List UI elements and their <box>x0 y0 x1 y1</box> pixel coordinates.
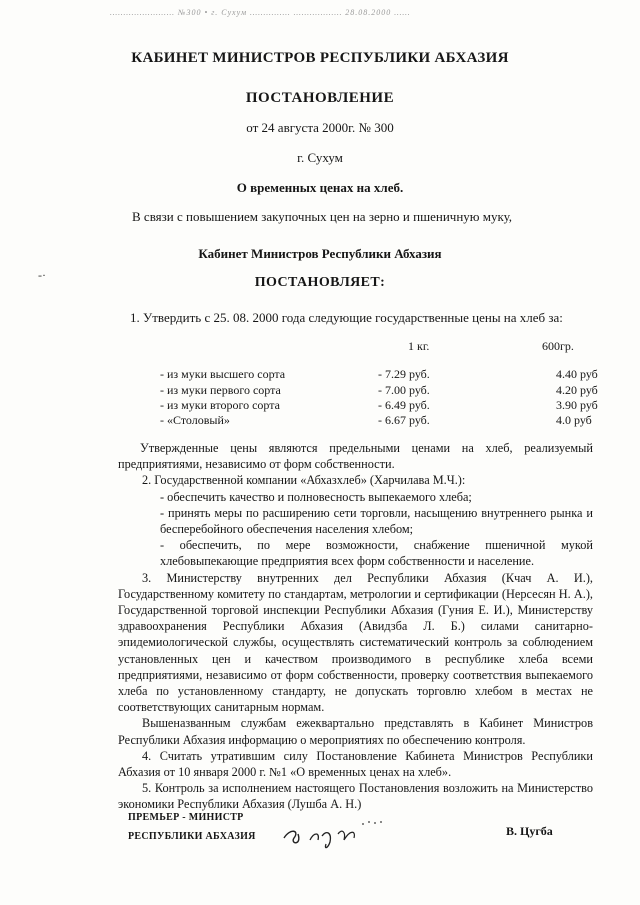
price-row-kg: - 7.29 руб. <box>378 367 430 381</box>
paragraph-item-2b: - принять меры по расширению сети торговли, насыщению внутреннего рынка и бесперебойного обеспечения населения хлебом; <box>160 505 593 537</box>
price-row <box>0 367 640 383</box>
fax-header-line: …………………… №300 • г. Сухум …………… ……………… 28.08.2000 …… <box>110 8 411 17</box>
price-header-600g: 600гр. <box>542 339 574 353</box>
body-text <box>118 440 593 813</box>
signatory-title-line2: РЕСПУБЛИКИ АБХАЗИЯ <box>128 831 256 842</box>
price-header-1kg: 1 кг. <box>408 339 430 353</box>
price-row-name: - из муки высшего сорта <box>160 367 286 381</box>
price-row-name: - из муки второго сорта <box>160 398 280 412</box>
signatory-name: В. Цугба <box>506 824 553 838</box>
paragraph-item-2a: - обеспечить качество и полновесность выпекаемого хлеба; <box>160 489 472 504</box>
paragraph-item-2: 2. Государственной компании «Абхазхлеб» (Харчилава М.Ч.): <box>142 473 466 488</box>
paragraph-item-4: 4. Считать утратившим силу Постановление Кабинета Министров Республики Абхазия от 10 января 2000 г. №1 «О временных ценах на хлеб». <box>118 748 593 780</box>
price-row-600g: 4.40 руб <box>556 367 598 381</box>
paragraph-item-3: 3. Министерству внутренних дел Республики Абхазия (Кчач А. И.), Государственному комитету по стандартам, метрологии и сертификации (Нерсесян Н. А.), Государственной торговой инспекции Республики Абхазия (Гуния Е. И.), Министерству здравоохранения Республики Абхазия (Авидзба Л. Б.) силами санитарно-эпидемиологической службы, осуществлять систематический контроль за соблюдением установленных цен и качеством производимого в республике хлеба всеми предприятиями, независимо от форм собственности, проверку соответствия выпекаемого хлеба по установленному стандарту, не допускать торговлю хлебом в местах не соответствующих санитарным нормам. <box>118 570 593 715</box>
price-row-kg: - 6.67 руб. <box>378 413 430 427</box>
organization-title: КАБИНЕТ МИНИСТРОВ РЕСПУБЛИКИ АБХАЗИЯ <box>131 50 509 66</box>
price-row <box>0 398 640 414</box>
paragraph-item-2c: - обеспечить, по мере возможности, снабжение пшеничной мукой хлебовыпекающие предприятия всех форм собственности и население. <box>160 538 593 569</box>
price-row-600g: 3.90 руб <box>556 398 598 412</box>
price-row-kg: - 6.49 руб. <box>378 398 430 412</box>
price-row-600g: 4.0 руб <box>556 413 592 427</box>
price-row-600g: 4.20 руб <box>556 383 598 397</box>
preamble-text: В связи с повышением закупочных цен на зерно и пшеничную муку, <box>132 209 513 224</box>
document-city: г. Сухум <box>297 150 343 165</box>
margin-mark: -· <box>38 268 46 282</box>
price-row <box>0 383 640 399</box>
paragraph-price-limit: Утвержденные цены являются предельными ценами на хлеб, реализуемый предприятиями, независимо от форм собственности. <box>118 441 593 472</box>
signatory-title-line1: ПРЕМЬЕР - МИНИСТР <box>128 812 244 823</box>
price-row <box>0 413 640 429</box>
paragraph-item-3b: Вышеназванным службам ежеквартально представлять в Кабинет Министров Республики Абхазия информацию о мероприятиях по обеспечению контроля. <box>118 716 593 747</box>
decree-heading: ПОСТАНОВЛЯЕТ: <box>254 275 386 290</box>
price-row-name: - «Столовый» <box>160 413 230 427</box>
handwritten-signature <box>280 810 390 855</box>
document-date-number: от 24 августа 2000г. № 300 <box>246 120 394 135</box>
paragraph-item-5: 5. Контроль за исполнением настоящего Постановления возложить на Министерство экономики Республики Абхазия (Лушба А. Н.) <box>118 781 593 812</box>
document-type: ПОСТАНОВЛЕНИЕ <box>245 90 395 106</box>
price-row-name: - из муки первого сорта <box>160 383 281 397</box>
cabinet-heading: Кабинет Министров Республики Абхазия <box>198 246 442 261</box>
price-row-kg: - 7.00 руб. <box>378 383 430 397</box>
document-subject: О временных ценах на хлеб. <box>236 180 404 195</box>
signatory-title <box>128 808 256 846</box>
item-1-text: 1. Утвердить с 25. 08. 2000 года следующие государственные цены на хлеб за: <box>130 310 563 325</box>
